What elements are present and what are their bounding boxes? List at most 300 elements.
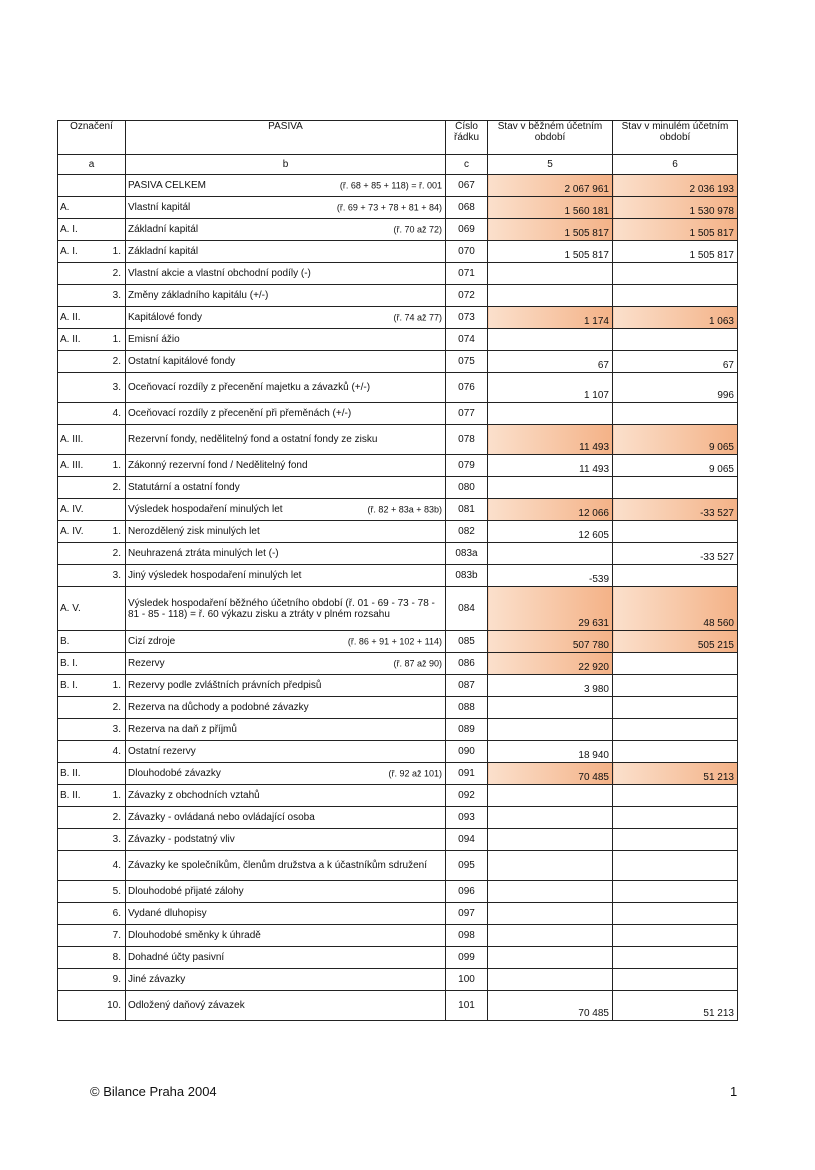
row-name: Dohadné účty pasivní — [128, 952, 225, 963]
row-section-label — [58, 969, 90, 991]
row-item-number: 1. — [90, 455, 126, 477]
row-previous-value: -33 527 — [613, 499, 738, 521]
row-previous-value: 9 065 — [613, 455, 738, 477]
row-item-number — [90, 307, 126, 329]
table-row — [58, 499, 738, 521]
row-code: 084 — [446, 587, 488, 631]
row-item-number: 2. — [90, 263, 126, 285]
row-name: Jiné závazky — [128, 974, 186, 985]
row-current-value: 29 631 — [488, 587, 613, 631]
row-name: Nerozdělený zisk minulých let — [128, 526, 260, 537]
row-current-value: 1 107 — [488, 373, 613, 403]
row-section-label: A. III. — [58, 425, 90, 455]
row-previous-value: 1 505 817 — [613, 219, 738, 241]
row-description — [126, 263, 446, 285]
row-item-number: 3. — [90, 285, 126, 307]
row-current-value — [488, 829, 613, 851]
row-previous-value: 1 530 978 — [613, 197, 738, 219]
row-description — [126, 881, 446, 903]
table-row — [58, 763, 738, 785]
row-current-value: 1 560 181 — [488, 197, 613, 219]
row-name: Změny základního kapitálu (+/-) — [128, 290, 269, 301]
row-current-value: 67 — [488, 351, 613, 373]
row-previous-value — [613, 263, 738, 285]
row-previous-value — [613, 785, 738, 807]
row-code: 087 — [446, 675, 488, 697]
row-name: Vlastní kapitál — [128, 202, 191, 213]
header-oznaceni: Označení — [58, 121, 126, 155]
row-previous-value — [613, 697, 738, 719]
row-section-label: A. I. — [58, 219, 90, 241]
row-code: 073 — [446, 307, 488, 329]
row-previous-value — [613, 851, 738, 881]
row-item-number: 10. — [90, 991, 126, 1021]
row-section-label: A. III. — [58, 455, 90, 477]
row-description — [126, 741, 446, 763]
row-item-number — [90, 197, 126, 219]
row-description — [126, 947, 446, 969]
row-previous-value: 51 213 — [613, 991, 738, 1021]
row-code: 076 — [446, 373, 488, 403]
row-description — [126, 307, 446, 329]
row-description — [126, 785, 446, 807]
row-name: Zákonný rezervní fond / Nedělitelný fond — [128, 460, 308, 471]
row-name: Vydané dluhopisy — [128, 908, 207, 919]
row-current-value: 2 067 961 — [488, 175, 613, 197]
row-current-value: 507 780 — [488, 631, 613, 653]
row-description — [126, 587, 446, 631]
page-number: 1 — [730, 1084, 738, 1099]
row-description — [126, 241, 446, 263]
row-name: Základní kapitál — [128, 246, 199, 257]
row-previous-value — [613, 947, 738, 969]
footer-copyright: © Bilance Praha 2004 — [90, 1084, 217, 1099]
row-name: Dlouhodobé přijaté zálohy — [128, 886, 244, 897]
table-row — [58, 851, 738, 881]
row-section-label: B. II. — [58, 785, 90, 807]
row-name: Ostatní kapitálové fondy — [128, 356, 236, 367]
row-description — [126, 197, 446, 219]
row-item-number: 1. — [90, 241, 126, 263]
row-item-number: 4. — [90, 403, 126, 425]
row-name: Oceňovací rozdíly z přecenění majetku a závazků (+/-) — [128, 382, 371, 393]
row-code: 101 — [446, 991, 488, 1021]
row-description — [126, 565, 446, 587]
row-description — [126, 903, 446, 925]
row-item-number — [90, 425, 126, 455]
row-section-label: B. I. — [58, 675, 90, 697]
row-item-number — [90, 587, 126, 631]
row-previous-value: 505 215 — [613, 631, 738, 653]
row-item-number: 1. — [90, 675, 126, 697]
row-code: 078 — [446, 425, 488, 455]
row-code: 095 — [446, 851, 488, 881]
row-section-label: B. I. — [58, 653, 90, 675]
row-previous-value — [613, 829, 738, 851]
row-item-number — [90, 499, 126, 521]
row-description — [126, 829, 446, 851]
row-description — [126, 719, 446, 741]
row-description — [126, 807, 446, 829]
row-current-value: 11 493 — [488, 455, 613, 477]
row-item-number: 2. — [90, 477, 126, 499]
row-formula: (ř. 92 až 101) — [388, 768, 442, 778]
row-section-label — [58, 925, 90, 947]
row-name: Závazky z obchodních vztahů — [128, 790, 260, 801]
row-formula: (ř. 68 + 85 + 118) = ř. 001 — [339, 180, 442, 190]
row-description — [126, 175, 446, 197]
table-row — [58, 969, 738, 991]
row-code: 094 — [446, 829, 488, 851]
row-section-label — [58, 263, 90, 285]
row-formula: (ř. 69 + 73 + 78 + 81 + 84) — [336, 202, 442, 212]
row-code: 083a — [446, 543, 488, 565]
row-section-label — [58, 947, 90, 969]
table-body — [58, 175, 738, 1021]
row-description — [126, 477, 446, 499]
table-row — [58, 197, 738, 219]
header-cislo-radku: Číslo řádku — [446, 121, 488, 155]
row-name: Rezerva na důchody a podobné závazky — [128, 702, 309, 713]
row-item-number: 3. — [90, 565, 126, 587]
row-previous-value: 1 505 817 — [613, 241, 738, 263]
row-description — [126, 351, 446, 373]
row-name: Rezervy podle zvláštních právních předpisů — [128, 680, 322, 691]
table-row — [58, 903, 738, 925]
row-section-label — [58, 285, 90, 307]
row-current-value — [488, 543, 613, 565]
row-item-number: 1. — [90, 521, 126, 543]
row-description — [126, 521, 446, 543]
row-description — [126, 329, 446, 351]
row-code: 089 — [446, 719, 488, 741]
row-code: 080 — [446, 477, 488, 499]
header-pasiva: PASIVA — [126, 121, 446, 155]
row-current-value: 1 174 — [488, 307, 613, 329]
row-code: 069 — [446, 219, 488, 241]
row-section-label — [58, 175, 90, 197]
row-current-value: 12 605 — [488, 521, 613, 543]
row-name: PASIVA CELKEM — [128, 180, 206, 191]
row-previous-value: 67 — [613, 351, 738, 373]
row-name: Statutární a ostatní fondy — [128, 482, 240, 493]
row-description — [126, 285, 446, 307]
row-description — [126, 675, 446, 697]
row-code: 092 — [446, 785, 488, 807]
row-code: 070 — [446, 241, 488, 263]
row-section-label: A. — [58, 197, 90, 219]
row-formula: (ř. 86 + 91 + 102 + 114) — [347, 636, 442, 646]
row-formula: (ř. 82 + 83a + 83b) — [367, 504, 442, 514]
row-current-value: -539 — [488, 565, 613, 587]
row-name: Dlouhodobé závazky — [128, 768, 221, 779]
row-code: 068 — [446, 197, 488, 219]
row-description — [126, 455, 446, 477]
table-row — [58, 219, 738, 241]
row-name: Rezervní fondy, nedělitelný fond a ostatní fondy ze zisku — [128, 434, 378, 445]
row-item-number: 3. — [90, 719, 126, 741]
row-previous-value — [613, 969, 738, 991]
header-col-a: a — [58, 155, 126, 175]
row-code: 086 — [446, 653, 488, 675]
row-current-value — [488, 329, 613, 351]
row-description — [126, 425, 446, 455]
row-code: 085 — [446, 631, 488, 653]
header-col-5: 5 — [488, 155, 613, 175]
row-item-number: 1. — [90, 785, 126, 807]
row-current-value — [488, 851, 613, 881]
row-description — [126, 991, 446, 1021]
row-previous-value — [613, 925, 738, 947]
row-section-label — [58, 741, 90, 763]
row-code: 074 — [446, 329, 488, 351]
table-row — [58, 263, 738, 285]
row-name: Oceňovací rozdíly z přecenění při přeměnách (+/-) — [128, 408, 352, 419]
row-current-value — [488, 285, 613, 307]
row-previous-value: 2 036 193 — [613, 175, 738, 197]
row-section-label — [58, 903, 90, 925]
row-section-label — [58, 881, 90, 903]
row-description — [126, 851, 446, 881]
row-description — [126, 373, 446, 403]
row-formula: (ř. 70 až 72) — [393, 224, 442, 234]
row-name: Vlastní akcie a vlastní obchodní podíly (-) — [128, 268, 311, 279]
row-code: 099 — [446, 947, 488, 969]
row-name: Výsledek hospodaření minulých let — [128, 504, 283, 515]
row-item-number: 1. — [90, 329, 126, 351]
table-row — [58, 307, 738, 329]
row-section-label — [58, 807, 90, 829]
row-section-label — [58, 991, 90, 1021]
row-code: 067 — [446, 175, 488, 197]
row-section-label — [58, 565, 90, 587]
row-current-value — [488, 903, 613, 925]
table-row — [58, 285, 738, 307]
balance-sheet-table — [57, 120, 738, 1021]
row-section-label — [58, 477, 90, 499]
row-current-value: 70 485 — [488, 763, 613, 785]
row-description — [126, 653, 446, 675]
row-item-number — [90, 219, 126, 241]
row-section-label: A. IV. — [58, 499, 90, 521]
row-previous-value — [613, 403, 738, 425]
row-code: 093 — [446, 807, 488, 829]
row-name: Ostatní rezervy — [128, 746, 196, 757]
row-code: 100 — [446, 969, 488, 991]
row-description — [126, 697, 446, 719]
row-previous-value — [613, 653, 738, 675]
header-letters-row — [58, 155, 738, 175]
row-code: 091 — [446, 763, 488, 785]
row-code: 081 — [446, 499, 488, 521]
row-current-value — [488, 807, 613, 829]
row-section-label: B. II. — [58, 763, 90, 785]
row-code: 090 — [446, 741, 488, 763]
row-code: 088 — [446, 697, 488, 719]
header-stav-minule: Stav v minulém účetním období — [613, 121, 738, 155]
row-code: 097 — [446, 903, 488, 925]
table-row — [58, 807, 738, 829]
row-current-value — [488, 697, 613, 719]
row-name: Cizí zdroje — [128, 636, 176, 647]
table-row — [58, 925, 738, 947]
table-row — [58, 241, 738, 263]
row-previous-value — [613, 807, 738, 829]
table-row — [58, 477, 738, 499]
row-previous-value: 48 560 — [613, 587, 738, 631]
row-item-number — [90, 631, 126, 653]
table-row — [58, 675, 738, 697]
row-current-value — [488, 947, 613, 969]
row-code: 071 — [446, 263, 488, 285]
row-item-number: 2. — [90, 351, 126, 373]
row-section-label — [58, 351, 90, 373]
table-row — [58, 829, 738, 851]
row-section-label: A. IV. — [58, 521, 90, 543]
row-previous-value — [613, 521, 738, 543]
row-description — [126, 219, 446, 241]
table-row — [58, 521, 738, 543]
table-row — [58, 329, 738, 351]
row-previous-value — [613, 477, 738, 499]
row-item-number — [90, 175, 126, 197]
table-row — [58, 565, 738, 587]
row-current-value: 1 505 817 — [488, 219, 613, 241]
row-previous-value — [613, 675, 738, 697]
table-row — [58, 455, 738, 477]
row-name: Základní kapitál — [128, 224, 199, 235]
row-code: 098 — [446, 925, 488, 947]
row-current-value — [488, 719, 613, 741]
table-row — [58, 947, 738, 969]
table-row — [58, 991, 738, 1021]
row-name: Jiný výsledek hospodaření minulých let — [128, 570, 302, 581]
row-description — [126, 543, 446, 565]
table-row — [58, 697, 738, 719]
table-row — [58, 373, 738, 403]
row-item-number: 4. — [90, 741, 126, 763]
row-section-label: A. V. — [58, 587, 90, 631]
row-previous-value: -33 527 — [613, 543, 738, 565]
table-row — [58, 543, 738, 565]
row-name: Kapitálové fondy — [128, 312, 202, 323]
row-current-value — [488, 263, 613, 285]
row-name: Neuhrazená ztráta minulých let (-) — [128, 548, 279, 559]
row-previous-value — [613, 329, 738, 351]
row-description — [126, 499, 446, 521]
table-row — [58, 403, 738, 425]
row-previous-value: 51 213 — [613, 763, 738, 785]
row-name: Závazky - ovládaná nebo ovládající osoba — [128, 812, 315, 823]
row-code: 083b — [446, 565, 488, 587]
row-section-label — [58, 829, 90, 851]
table-row — [58, 881, 738, 903]
row-previous-value: 1 063 — [613, 307, 738, 329]
row-current-value — [488, 403, 613, 425]
header-col-b: b — [126, 155, 446, 175]
row-name: Dlouhodobé směnky k úhradě — [128, 930, 261, 941]
table-row — [58, 719, 738, 741]
table-row — [58, 741, 738, 763]
row-name: Rezerva na daň z příjmů — [128, 724, 237, 735]
row-description — [126, 631, 446, 653]
row-current-value — [488, 925, 613, 947]
row-description — [126, 925, 446, 947]
row-description — [126, 403, 446, 425]
row-current-value: 3 980 — [488, 675, 613, 697]
row-previous-value — [613, 565, 738, 587]
table-row — [58, 785, 738, 807]
row-current-value: 11 493 — [488, 425, 613, 455]
row-description — [126, 763, 446, 785]
row-name: Odložený daňový závazek — [128, 1000, 245, 1011]
row-previous-value — [613, 741, 738, 763]
row-formula: (ř. 87 až 90) — [393, 658, 442, 668]
row-current-value — [488, 881, 613, 903]
row-code: 096 — [446, 881, 488, 903]
row-item-number — [90, 763, 126, 785]
row-item-number: 5. — [90, 881, 126, 903]
row-item-number — [90, 653, 126, 675]
row-name: Emisní ážio — [128, 334, 180, 345]
row-item-number: 2. — [90, 543, 126, 565]
row-current-value: 18 940 — [488, 741, 613, 763]
row-name: Závazky ke společníkům, členům družstva a k účastníkům sdružení — [128, 860, 428, 871]
row-code: 075 — [446, 351, 488, 373]
row-item-number: 9. — [90, 969, 126, 991]
row-current-value: 1 505 817 — [488, 241, 613, 263]
header-stav-bezne: Stav v běžném účetním období — [488, 121, 613, 155]
table-row — [58, 587, 738, 631]
row-formula: (ř. 74 až 77) — [393, 312, 442, 322]
row-previous-value — [613, 881, 738, 903]
row-item-number: 3. — [90, 373, 126, 403]
row-current-value: 12 066 — [488, 499, 613, 521]
row-previous-value: 9 065 — [613, 425, 738, 455]
row-section-label — [58, 719, 90, 741]
row-previous-value — [613, 285, 738, 307]
row-section-label — [58, 543, 90, 565]
row-code: 079 — [446, 455, 488, 477]
row-code: 072 — [446, 285, 488, 307]
row-section-label: A. I. — [58, 241, 90, 263]
row-section-label — [58, 697, 90, 719]
row-current-value — [488, 969, 613, 991]
row-section-label: A. II. — [58, 329, 90, 351]
row-item-number: 8. — [90, 947, 126, 969]
row-previous-value — [613, 903, 738, 925]
row-code: 077 — [446, 403, 488, 425]
row-section-label: B. — [58, 631, 90, 653]
row-section-label — [58, 373, 90, 403]
row-item-number: 3. — [90, 829, 126, 851]
table-row — [58, 175, 738, 197]
header-col-6: 6 — [613, 155, 738, 175]
row-section-label — [58, 403, 90, 425]
row-item-number: 2. — [90, 697, 126, 719]
table-row — [58, 653, 738, 675]
row-previous-value — [613, 719, 738, 741]
row-item-number: 7. — [90, 925, 126, 947]
table-row — [58, 351, 738, 373]
row-name: Rezervy — [128, 658, 165, 669]
header-row — [58, 121, 738, 155]
header-col-c: c — [446, 155, 488, 175]
table-row — [58, 631, 738, 653]
row-section-label: A. II. — [58, 307, 90, 329]
row-description — [126, 969, 446, 991]
row-item-number: 6. — [90, 903, 126, 925]
